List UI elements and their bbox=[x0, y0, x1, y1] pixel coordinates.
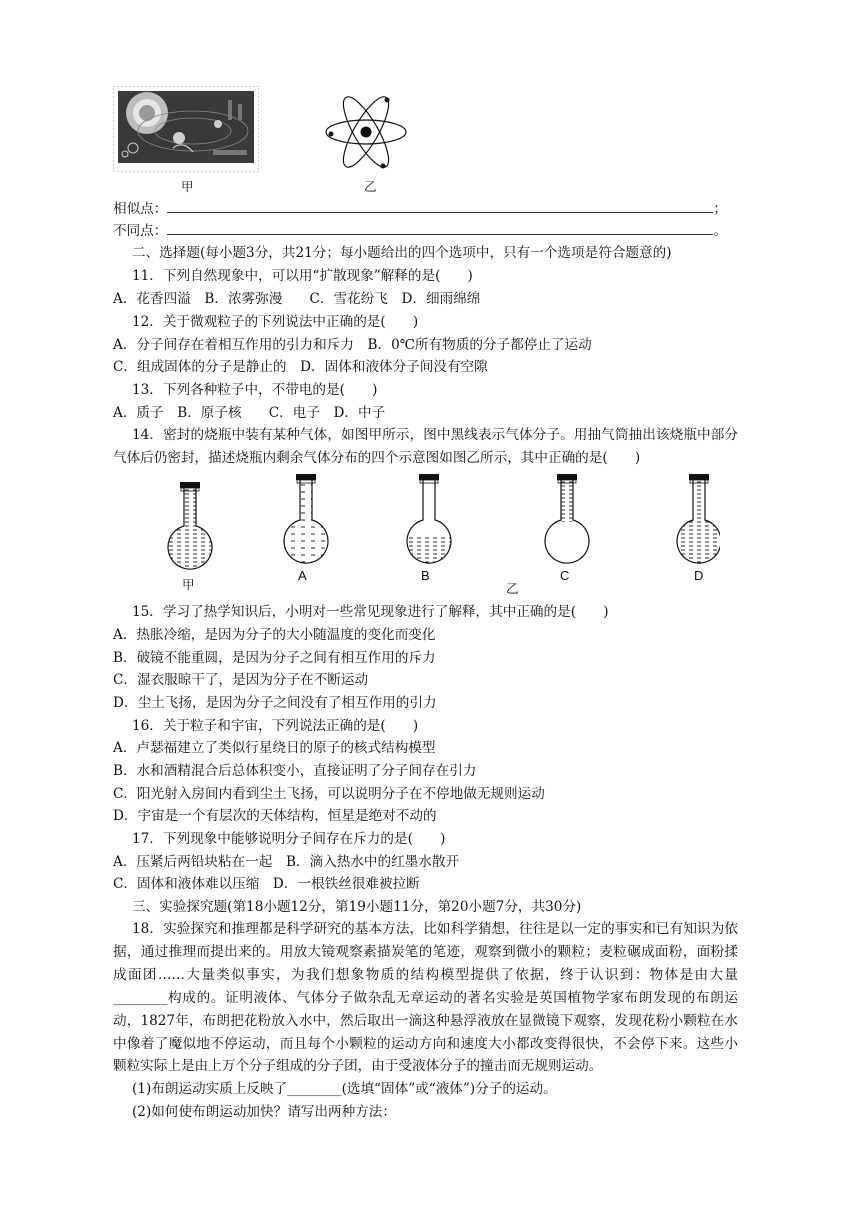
q12-options-2: C．组成固体的分子是静止的 D．固体和液体分子间没有空隙 bbox=[113, 359, 488, 375]
similarity-answer-blank[interactable] bbox=[167, 200, 713, 213]
q18-sub1: (1)布朗运动实质上反映了________(选填“固体”或“液体”)分子的运动。 bbox=[132, 1081, 557, 1097]
flask-figures bbox=[160, 468, 720, 588]
q15-stem: 15．学习了热学知识后，小明对一些常见现象进行了解释，其中正确的是( ) bbox=[132, 604, 609, 620]
flask-label-a: A bbox=[298, 568, 307, 583]
q16-option-c: C．阳光射入房间内看到尘土飞扬，可以说明分子在不停地做无规则运动 bbox=[113, 786, 545, 802]
flask-label-b: B bbox=[421, 568, 430, 583]
q15-option-c: C．湿衣服晾干了，是因为分子在不断运动 bbox=[113, 672, 369, 688]
atom-model-image bbox=[325, 90, 407, 174]
section3-heading: 三、实验探究题(第18小题12分，第19小题11分，第20小题7分，共30分) bbox=[132, 899, 582, 915]
difference-answer-blank[interactable] bbox=[167, 222, 713, 235]
flask-c bbox=[541, 474, 593, 563]
difference-line: 不同点： 。 bbox=[113, 223, 727, 239]
flask-jia bbox=[166, 482, 216, 573]
flask-d bbox=[673, 474, 720, 570]
difference-label: 不同点： bbox=[113, 223, 168, 239]
q12-stem: 12．关于微观粒子的下列说法中正确的是( ) bbox=[132, 314, 419, 330]
q13-stem: 13．下列各种粒子中，不带电的是( ) bbox=[132, 382, 378, 398]
q11-stem: 11．下列自然现象中，可以用“扩散现象”解释的是( ) bbox=[132, 268, 473, 284]
flask-label-yi: 乙 bbox=[506, 581, 519, 596]
flask-b bbox=[403, 474, 455, 570]
q15-option-b: B．破镜不能重圆，是因为分子之间有相互作用的斥力 bbox=[113, 650, 436, 666]
q11-options: A．花香四溢 B．浓雾弥漫 C．雪花纷飞 D．细雨绵绵 bbox=[113, 291, 481, 307]
similarity-label: 相似点： bbox=[113, 201, 168, 217]
q17-options-1: A．压紧后两铅块粘在一起 B．滴入热水中的红墨水散开 bbox=[113, 854, 460, 870]
flask-label-jia: 甲 bbox=[182, 577, 195, 592]
q14-stem: 14．密封的烧瓶中装有某种气体，如图甲所示，图中黑线表示气体分子。用抽气筒抽出该烧瓶中部分气体后仍密封，描述烧瓶内剩余气体分布的四个示意图如图乙所示，其中正确的是( ) bbox=[113, 427, 738, 466]
q17-stem: 17．下列现象中能够说明分子间存在斥力的是( ) bbox=[132, 831, 446, 847]
section2-heading: 二、选择题(每小题3分，共21分；每小题给出的四个选项中，只有一个选项是符合题意的) bbox=[132, 245, 672, 261]
q15-option-a: A．热胀冷缩，是因为分子的大小随温度的变化而变化 bbox=[113, 627, 436, 643]
q17-options-2: C．固体和液体难以压缩 D．一根铁丝很难被拉断 bbox=[113, 876, 420, 892]
flask-label-c: C bbox=[560, 568, 570, 583]
figure-caption-yi: 乙 bbox=[364, 179, 377, 194]
q16-option-b: B．水和酒精混合后总体积变小，直接证明了分子间存在引力 bbox=[113, 763, 477, 779]
q18-sub2: (2)如何使布朗运动加快？请写出两种方法： bbox=[132, 1104, 396, 1120]
q12-options-1: A．分子间存在着相互作用的引力和斥力 B．0℃所有物质的分子都停止了运动 bbox=[113, 337, 592, 353]
similarity-line: 相似点： ； bbox=[113, 201, 727, 217]
flask-a bbox=[280, 474, 332, 570]
q13-options: A．质子 B．原子核 C．电子 D．中子 bbox=[113, 405, 386, 421]
q15-option-d: D．尘土飞扬，是因为分子之间没有了相互作用的引力 bbox=[113, 695, 437, 711]
q18-paragraph: 18．实验探究和推理都是科学研究的基本方法，比如科学猜想，往往是以一定的事实和已有知识为依据，通过推理而提出来的。用放大镜观察素描炭笔的笔迹，观察到微小的颗粒；麦粒碾成面粉，面粉揉成面团……大量类似事实，为我们想象物质的结构模型提供了依据，终于认识到：物体是由大量________构成的。证明液体、气体分子做杂乱无章运动的著名实验是英国植物学家布朗发现的布朗运动，1827年，布朗把花粉放入水中，然后取出一滴这种悬浮液放在显微镜下观察，发现花粉小颗粒在水中像着了魔似地不停运动，而且每个小颗粒的运动方向和速度大小都改变得很快，不会停下来。这些小颗粒实际上是由上万个分子组成的分子团，由于受液体分子的撞击而无规则运动。 bbox=[113, 921, 738, 1075]
q16-option-d: D．宇宙是一个有层次的天体结构，恒星是绝对不动的 bbox=[113, 808, 437, 824]
q16-stem: 16．关于粒子和宇宙，下列说法正确的是( ) bbox=[132, 718, 419, 734]
flask-label-d: D bbox=[694, 568, 704, 583]
solar-system-stamp-image bbox=[113, 86, 259, 172]
figure-caption-jia: 甲 bbox=[181, 179, 194, 194]
q16-option-a: A．卢瑟福建立了类似行星绕日的原子的核式结构模型 bbox=[113, 740, 436, 756]
